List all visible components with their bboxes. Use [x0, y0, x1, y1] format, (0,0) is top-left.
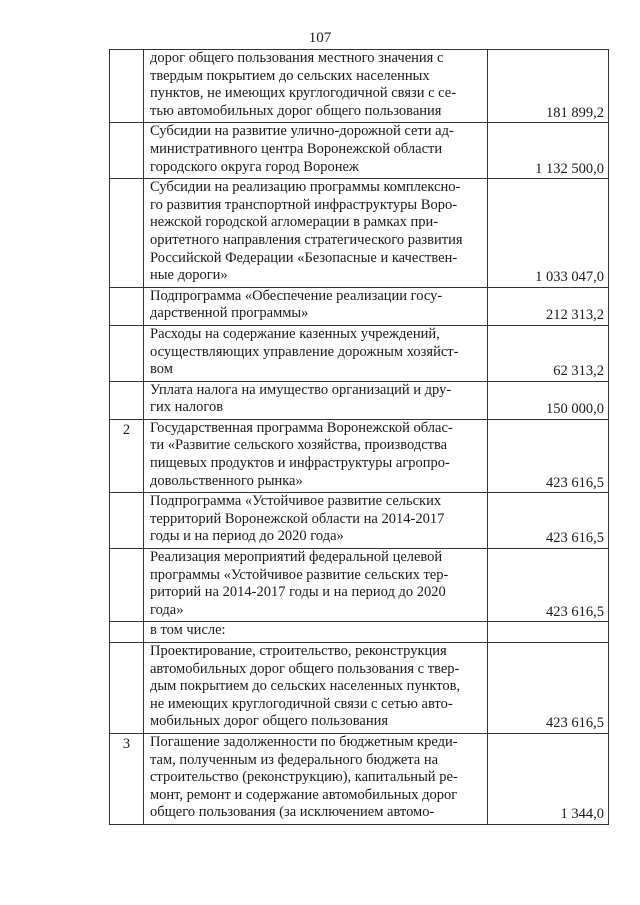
item-description-cell [144, 179, 488, 288]
description-line: Подпрограмма «Обеспечение реализации госу- [150, 287, 443, 304]
item-description-cell [144, 123, 488, 179]
item-description-cell [144, 549, 488, 622]
amount-cell: 181 899,2 [488, 50, 609, 123]
description-line: территорий Воронежской области на 2014-2017 [150, 510, 445, 527]
description-line: ные дороги» [150, 267, 228, 284]
amount-cell: 150 000,0 [488, 381, 609, 419]
description-line: там, полученным из федерального бюджета на [150, 751, 439, 768]
item-description-cell [144, 325, 488, 381]
amount-cell: 62 313,2 [488, 325, 609, 381]
row-number-cell [110, 381, 144, 419]
amount-cell: 1 132 500,0 [488, 123, 609, 179]
description-line: гих налогов [150, 399, 224, 416]
description-line: пищевых продуктов и инфраструктуры агропро- [150, 455, 450, 472]
row-number-cell [110, 549, 144, 622]
description-line: оритетного направления стратегического развития [150, 231, 463, 248]
description-line: дым покрытием до сельских населенных пунктов, [150, 678, 461, 695]
row-number-cell [110, 622, 144, 643]
row-number-cell [110, 179, 144, 288]
description-line: пунктов, не имеющих круглогодичной связи с се- [150, 85, 457, 102]
row-number-cell: 3 [110, 733, 144, 824]
row-number-cell [110, 643, 144, 734]
row-number-cell [110, 325, 144, 381]
table-row [110, 179, 609, 288]
description-line: дорог общего пользования местного значения с [150, 50, 444, 66]
row-number-cell [110, 50, 144, 123]
amount-cell: 1 033 047,0 [488, 179, 609, 288]
item-description-cell [144, 733, 488, 824]
amount-cell: 212 313,2 [488, 287, 609, 325]
description-line: Государственная программа Воронежской облас- [150, 419, 453, 436]
row-number-cell [110, 493, 144, 549]
description-line: строительство (реконструкцию), капитальный ре- [150, 769, 458, 786]
item-description-cell [144, 622, 488, 643]
description-line: мобильных дорог общего пользования [150, 713, 389, 730]
page-number: 107 [308, 30, 332, 46]
amount-cell: 423 616,5 [488, 549, 609, 622]
description-line: Проектирование, строительство, реконструкция [150, 643, 447, 659]
description-line: Реализация мероприятий федеральной целевой [150, 549, 443, 566]
row-number-cell [110, 287, 144, 325]
row-number-cell: 2 [110, 419, 144, 492]
description-line: нежской городской агломерации в рамках при- [150, 214, 439, 231]
description-line: осуществляющих управление дорожным хозяйст- [150, 343, 459, 360]
item-description-cell [144, 50, 488, 123]
description-line: риторий на 2014-2017 годы и на период до 2020 [150, 584, 446, 601]
description-line: тью автомобильных дорог общего пользования [150, 102, 442, 119]
description-line: довольственного рынка» [150, 472, 303, 489]
item-description-cell [144, 287, 488, 325]
amount-cell: 423 616,5 [488, 493, 609, 549]
description-line: Уплата налога на имущество организаций и дру- [150, 381, 452, 398]
amount-cell: 423 616,5 [488, 419, 609, 492]
description-line: автомобильных дорог общего пользования с твер- [150, 660, 460, 677]
item-description-cell [144, 381, 488, 419]
description-line: вом [150, 361, 173, 378]
description-line: года» [150, 601, 184, 618]
table-row [110, 733, 609, 824]
item-description-cell [144, 493, 488, 549]
description-line: твердым покрытием до сельских населенных [150, 67, 430, 84]
item-description-cell [144, 419, 488, 492]
description-line: го развития транспортной инфраструктуры Воро- [150, 196, 458, 213]
description-line: Погашение задолженности по бюджетным креди- [150, 733, 458, 750]
description-line: годы и на период до 2020 года» [150, 528, 344, 545]
table-row [110, 287, 609, 325]
description-line: монт, ремонт и содержание автомобильных дорог [150, 786, 458, 803]
amount-cell: 1 344,0 [488, 733, 609, 824]
description-line: городского округа город Воронеж [150, 158, 359, 175]
table-row [110, 622, 609, 643]
table-row [110, 325, 609, 381]
budget-table-body [110, 50, 609, 825]
description-line: Подпрограмма «Устойчивое развитие сельских [150, 493, 442, 510]
table-row [110, 493, 609, 549]
description-line: не имеющих круглогодичной связи с сетью авто- [150, 695, 453, 712]
description-line: программы «Устойчивое развитие сельских тер- [150, 566, 449, 583]
table-row [110, 643, 609, 734]
item-description-cell [144, 643, 488, 734]
budget-table [109, 49, 609, 825]
description-line: Российской Федерации «Безопасные и качествен- [150, 249, 458, 266]
row-number-cell [110, 123, 144, 179]
description-line: в том числе: [150, 622, 226, 639]
description-line: Субсидии на развитие улично-дорожной сети ад- [150, 123, 454, 140]
amount-cell: 423 616,5 [488, 643, 609, 734]
description-line: Расходы на содержание казенных учреждений, [150, 325, 440, 342]
description-line: министративного центра Воронежской области [150, 140, 443, 157]
description-line: ти «Развитие сельского хозяйства, производства [150, 437, 448, 454]
description-line: дарственной программы» [150, 305, 309, 322]
table-row [110, 50, 609, 123]
amount-cell [488, 622, 609, 643]
table-row [110, 419, 609, 492]
table-row [110, 381, 609, 419]
table-row [110, 123, 609, 179]
description-line: Субсидии на реализацию программы комплексно- [150, 179, 461, 196]
table-row [110, 549, 609, 622]
description-line: общего пользования (за исключением автомо- [150, 804, 435, 821]
